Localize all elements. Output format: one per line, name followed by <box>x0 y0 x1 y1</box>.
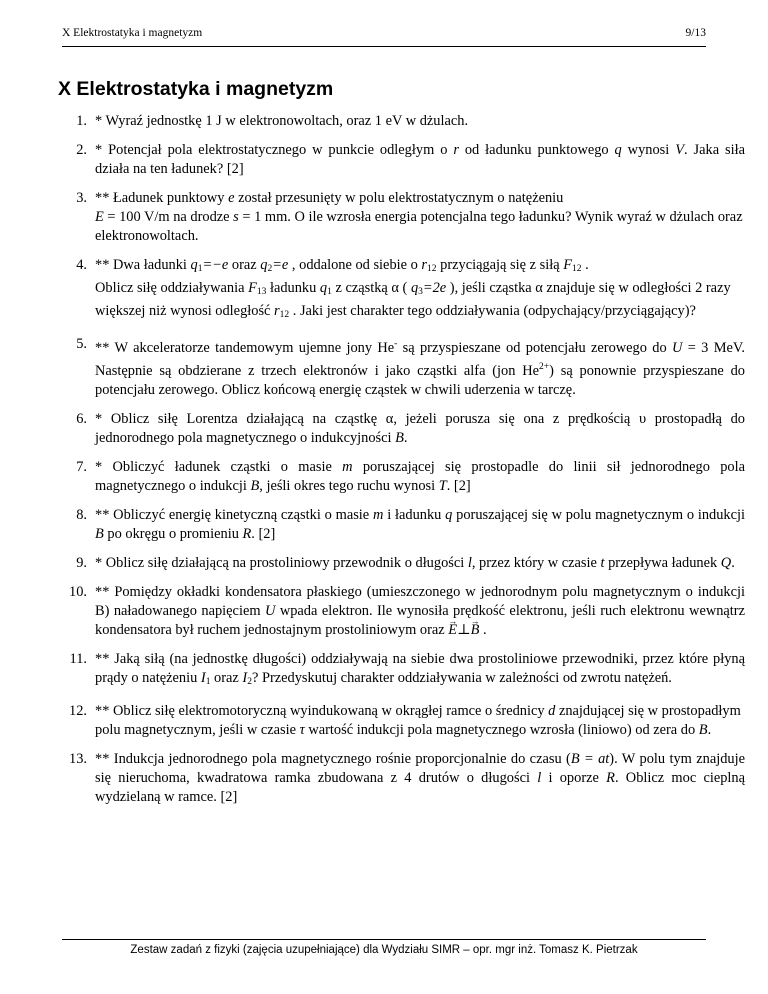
page-footer: Zestaw zadań z fizyki (zajęcia uzupełniające) dla Wydziału SIMR – opr. mgr inż. Tomasz K. Pietrzak <box>130 944 638 956</box>
page-number: 9/13 <box>685 27 706 39</box>
problem-number: 9. <box>76 555 87 571</box>
problem-4 <box>58 256 745 325</box>
problem-text: ** Dwa ładunki $q_1=-e$ oraz $q_2=e$ , oddalone od siebie o $r_{12}$ przyciągają się z siłą $F_{12}$ . Oblicz siłę oddziaływania $F_{13}$ ładunku $q_1$ z cząstką α ( $q_3=2e$ ), jeśli cząstka α znajduje się w odległości 2 razy większej niż wynosi odległość $r_{12}$ . Jaki jest charakter tego oddziaływania (odpychający/przyciągający)? <box>95 257 731 320</box>
problem-number: 10. <box>69 584 87 600</box>
problem-8 <box>58 506 745 544</box>
problem-text: * Potencjał pola elektrostatycznego w punkcie odległym o r od ładunku punktowego q wynosi V. Jaka siła działa na ten ładunek? [2] <box>95 142 745 177</box>
problem-text: * Wyraź jednostkę 1 J w elektronowoltach, oraz 1 eV w dżulach. <box>95 113 469 129</box>
footer-rule <box>62 939 706 940</box>
header-title: X Elektrostatyka i magnetyzm <box>62 27 203 39</box>
problem-number: 2. <box>76 142 87 158</box>
problem-number: 7. <box>76 459 87 475</box>
section-title: X Elektrostatyka i magnetyzm <box>58 78 334 100</box>
problem-1 <box>58 112 745 131</box>
problem-13 <box>58 750 745 807</box>
problem-12 <box>58 702 745 740</box>
problem-number: 6. <box>76 411 87 427</box>
problem-text: ** Obliczyć energię kinetyczną cząstki o masie m i ładunku q poruszającej się w polu magnetycznym o indukcji B po okręgu o promieniu R. [2] <box>95 507 746 542</box>
problem-text: ** Jaką siłą (na jednostkę długości) oddziaływają na siebie dwa prostoliniowe przewodniki, przez które płyną prądy o natężeniu $I_1$ oraz $I_2$? Przedyskutuj charakter oddziaływania w zależności od zwrotu natężeń. <box>95 651 745 687</box>
problem-number: 5. <box>76 336 87 352</box>
problem-2 <box>58 141 745 179</box>
problem-text: ** W akceleratorze tandemowym ujemne jony He- są przyspieszane od potencjału zerowego do U = 3 MeV. Następnie są obdzierane z trzech elektronów i jako cząstki alfa (jon $He^{2+}$) są ponownie przyspieszane do potencjału zerowego. Oblicz końcową energię cząstek w chwili uderzenia w tarczę. <box>95 339 746 398</box>
problem-text: ** Ładunek punktowy e został przesunięty w polu elektrostatycznym o natężeniu E = 100 V/m na drodze s = 1 mm. O ile wzrosła energia potencjalna tego ładunku? Wynik wyraź w dżulach oraz elektronowoltach. <box>95 190 743 244</box>
problem-5 <box>58 335 745 400</box>
problem-6 <box>58 410 745 448</box>
problem-number: 3. <box>76 190 87 206</box>
problem-text: * Obliczyć ładunek cząstki o masie m poruszającej się prostopadle do linii sił jednorodnego pola magnetycznego o indukcji B, jeśli okres tego ruchu wynosi T. [2] <box>95 459 745 494</box>
problem-text: ** Oblicz siłę elektromotoryczną wyindukowaną w okrągłej ramce o średnicy d znajdującej się w prostopadłym polu magnetycznym, jeśli w czasie τ wartość indukcji pola magnetycznego wzrosła (liniowo) od zera do B. <box>95 703 741 738</box>
problem-7 <box>58 458 745 496</box>
problem-number: 12. <box>69 703 87 719</box>
problem-text: ** Pomiędzy okładki kondensatora płaskiego (umieszczonego w jednorodnym polu magnetycznym o indukcji B) naładowanego napięciem U wpada elektron. Ile wynosiła prędkość elektronu, jeśli ruch elektronu wewnątrz kondensatora był ruchem jednostajnym prostoliniowym oraz → E⊥→ B . <box>95 583 745 640</box>
page-header <box>62 27 706 43</box>
header-rule <box>62 46 706 47</box>
problem-list <box>0 112 768 817</box>
problem-number: 13. <box>69 751 87 767</box>
problem-10 <box>58 583 745 640</box>
problem-number: 4. <box>76 257 87 273</box>
problem-9 <box>58 554 745 573</box>
problem-text: * Oblicz siłę Lorentza działającą na cząstkę α, jeżeli porusza się ona z prędkością υ prostopadłą do jednorodnego pola magnetycznego o indukcyjności B. <box>95 411 745 446</box>
problem-text: ** Indukcja jednorodnego pola magnetycznego rośnie proporcjonalnie do czasu (B = at). W polu tym znajduje się nieruchoma, kwadratowa ramka zbudowana z 4 drutów o długości l i oporze R. Oblicz moc cieplną wydzielaną w ramce. [2] <box>95 751 746 805</box>
problem-text: * Oblicz siłę działającą na prostoliniowy przewodnik o długości l, przez który w czasie t przepływa ładunek Q. <box>95 555 735 571</box>
problem-number: 8. <box>76 507 87 523</box>
problem-11 <box>58 650 745 692</box>
problem-number: 11. <box>69 651 87 667</box>
problem-number: 1. <box>76 113 87 129</box>
problem-3 <box>58 189 745 246</box>
